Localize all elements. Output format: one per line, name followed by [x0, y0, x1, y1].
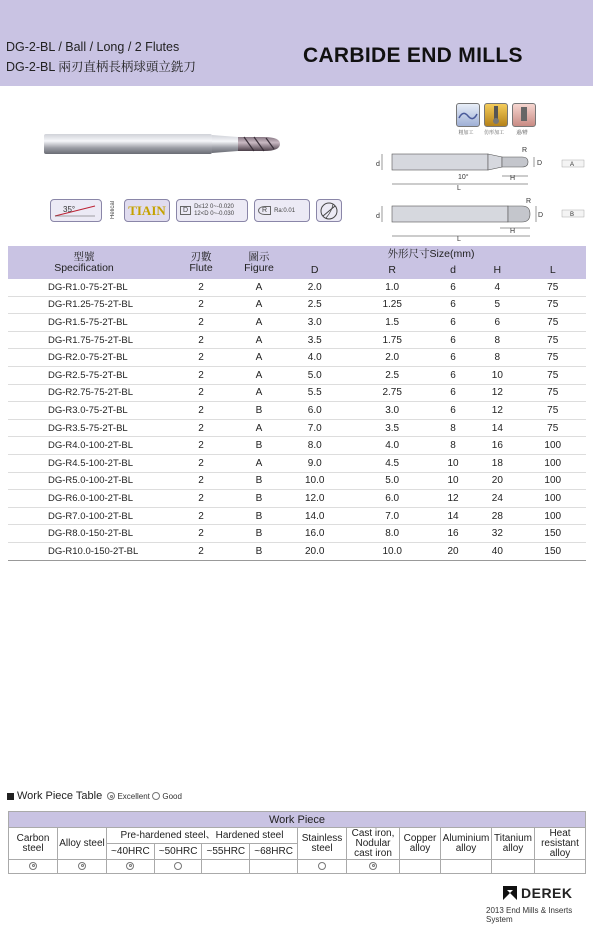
cell-spec: DG-R6.0-100-2T-BL: [8, 490, 160, 508]
hrc-40: ~40HRC: [107, 844, 155, 860]
rating-cell: [154, 860, 202, 874]
cell-flute: 2: [160, 402, 242, 420]
cell-figure: A: [242, 296, 276, 314]
mat-castiron: Cast iron, Nodular cast iron: [347, 828, 400, 860]
cell-D: 16.0: [276, 525, 353, 543]
excellent-icon: [369, 862, 377, 870]
rating-cell: [202, 860, 250, 874]
good-icon: [152, 792, 160, 800]
rating-cell: [492, 860, 535, 874]
mat-heat: Heat resistant alloy: [535, 828, 586, 860]
cell-d: 12: [431, 490, 475, 508]
table-row: [8, 525, 586, 543]
rating-cell: [400, 860, 441, 874]
table-row: [8, 419, 586, 437]
cell-H: 10: [475, 366, 519, 384]
cell-flute: 2: [160, 296, 242, 314]
cell-figure: A: [242, 419, 276, 437]
cell-spec: DG-R4.0-100-2T-BL: [8, 437, 160, 455]
cell-flute: 2: [160, 507, 242, 525]
legend: [107, 792, 182, 801]
table-row: [8, 437, 586, 455]
cell-d: 14: [431, 507, 475, 525]
excellent-icon: [29, 862, 37, 870]
cell-flute: 2: [160, 331, 242, 349]
cell-H: 20: [475, 472, 519, 490]
cell-spec: DG-R10.0-150-2T-BL: [8, 542, 160, 560]
col-spec: [8, 246, 160, 279]
cell-H: 18: [475, 454, 519, 472]
cell-L: 75: [519, 384, 586, 402]
drawing-b: [376, 198, 584, 242]
workpiece-table-title: Work Piece: [9, 812, 586, 828]
dimension-drawings: [372, 142, 587, 242]
mat-copper: Copper alloy: [400, 828, 441, 860]
cell-R: 8.0: [353, 525, 430, 543]
col-spec-en: Specification: [54, 261, 114, 274]
cell-D: 9.0: [276, 454, 353, 472]
header-banner: [0, 0, 593, 86]
mat-titanium: Titanium alloy: [492, 828, 535, 860]
roughing-icon: [456, 103, 480, 127]
bullet-square-icon: [7, 793, 14, 800]
cell-H: 4: [475, 279, 519, 296]
coating-badge: [124, 199, 170, 222]
table-row: [8, 279, 586, 296]
col-size-group: 外形尺寸Size(mm): [276, 246, 586, 262]
cell-d: 6: [431, 366, 475, 384]
cell-figure: A: [242, 314, 276, 332]
cell-spec: DG-R3.0-75-2T-BL: [8, 402, 160, 420]
cell-L: 100: [519, 490, 586, 508]
drawing-b-D-label: D: [538, 212, 544, 219]
cell-D: 4.0: [276, 349, 353, 367]
cell-flute: 2: [160, 366, 242, 384]
cell-D: 5.5: [276, 384, 353, 402]
good-icon: [318, 862, 326, 870]
cell-D: 7.0: [276, 419, 353, 437]
cell-R: 7.0: [353, 507, 430, 525]
cell-R: 4.5: [353, 454, 430, 472]
cell-L: 75: [519, 279, 586, 296]
feature-icon-labels: [452, 129, 536, 136]
cell-d: 20: [431, 542, 475, 560]
cell-d: 6: [431, 314, 475, 332]
ball-nose-profile-badge: [316, 199, 342, 222]
cell-H: 6: [475, 314, 519, 332]
cell-R: 2.75: [353, 384, 430, 402]
cell-figure: B: [242, 402, 276, 420]
rating-cell: [535, 860, 586, 874]
cell-R: 4.0: [353, 437, 430, 455]
tolerance-d-icon: D: [180, 206, 191, 215]
cell-spec: DG-R4.5-100-2T-BL: [8, 454, 160, 472]
rating-cell: [441, 860, 492, 874]
cell-L: 75: [519, 419, 586, 437]
cell-D: 3.0: [276, 314, 353, 332]
drawing-a-R-label: R: [522, 147, 528, 154]
mat-aluminium: Aluminium alloy: [441, 828, 492, 860]
cell-L: 75: [519, 296, 586, 314]
cell-L: 75: [519, 331, 586, 349]
cell-figure: A: [242, 349, 276, 367]
cell-R: 10.0: [353, 542, 430, 560]
derek-logo-icon: [503, 886, 517, 900]
excellent-icon: [126, 862, 134, 870]
col-H: H: [475, 262, 519, 279]
cell-d: 10: [431, 472, 475, 490]
drawing-a-tag: A: [570, 162, 575, 168]
drawing-a-L-label: L: [457, 185, 461, 192]
specification-table: [8, 246, 586, 561]
drawing-b-d-label: d: [376, 213, 380, 220]
cell-d: 10: [431, 454, 475, 472]
table-row: [8, 454, 586, 472]
tolerance-line-1: D≤12 0~-0.020: [194, 203, 234, 210]
coating-text: TIAIN: [128, 202, 166, 218]
helix-label-badge: [108, 199, 118, 222]
cell-spec: DG-R1.5-75-2T-BL: [8, 314, 160, 332]
cell-d: 6: [431, 349, 475, 367]
cell-H: 40: [475, 542, 519, 560]
cell-R: 1.25: [353, 296, 430, 314]
excellent-icon: [78, 862, 86, 870]
cell-flute: 2: [160, 279, 242, 296]
mat-alloy: Alloy steel: [58, 828, 107, 860]
cell-spec: DG-R7.0-100-2T-BL: [8, 507, 160, 525]
cell-d: 8: [431, 437, 475, 455]
table-row: [8, 402, 586, 420]
excellent-icon: [107, 792, 115, 800]
cell-D: 5.0: [276, 366, 353, 384]
drawing-a-angle-label: 10°: [458, 174, 469, 181]
cell-figure: A: [242, 384, 276, 402]
cell-spec: DG-R5.0-100-2T-BL: [8, 472, 160, 490]
cell-D: 3.5: [276, 331, 353, 349]
cell-H: 12: [475, 402, 519, 420]
drawing-a: [376, 147, 584, 192]
drawing-b-R-label: R: [526, 198, 532, 205]
cell-L: 75: [519, 349, 586, 367]
cell-H: 12: [475, 384, 519, 402]
table-row: [8, 472, 586, 490]
cell-R: 2.0: [353, 349, 430, 367]
drawing-a-H-label: H: [510, 175, 516, 182]
catalog-name: 2013 End Mills & Inserts System: [486, 906, 573, 924]
col-figure-zh: 圖示: [248, 250, 270, 263]
cell-R: 3.0: [353, 402, 430, 420]
cell-flute: 2: [160, 472, 242, 490]
spec-icon-strip: [50, 199, 342, 222]
hrc-68: ~68HRC: [250, 844, 298, 860]
cell-spec: DG-R1.25-75-2T-BL: [8, 296, 160, 314]
rating-cell: [58, 860, 107, 874]
cell-figure: A: [242, 331, 276, 349]
cell-H: 5: [475, 296, 519, 314]
drawing-b-H-label: H: [510, 228, 516, 235]
end-mill-image: [40, 124, 310, 164]
cell-d: 16: [431, 525, 475, 543]
cell-flute: 2: [160, 437, 242, 455]
cell-flute: 2: [160, 384, 242, 402]
tolerance-badge: [176, 199, 248, 222]
cell-flute: 2: [160, 349, 242, 367]
workpiece-section-title: [7, 790, 182, 802]
cell-flute: 2: [160, 490, 242, 508]
radius-tol-text: Ra:0.01: [274, 207, 296, 214]
ball-nose-icon: [319, 201, 339, 221]
table-row: [8, 490, 586, 508]
brand-name: DEREK: [521, 885, 573, 901]
cell-D: 20.0: [276, 542, 353, 560]
table-row: [8, 314, 586, 332]
cell-L: 150: [519, 525, 586, 543]
cell-flute: 2: [160, 314, 242, 332]
legend-good: Good: [162, 791, 182, 801]
profiling-icon: [484, 103, 508, 127]
feature-label: 粗加工: [458, 130, 474, 136]
page-title: CARBIDE END MILLS: [303, 44, 523, 67]
cell-figure: B: [242, 437, 276, 455]
drawing-b-L-label: L: [457, 236, 461, 242]
cell-D: 8.0: [276, 437, 353, 455]
drawing-a-d-label: d: [376, 161, 380, 168]
cell-D: 2.0: [276, 279, 353, 296]
cell-flute: 2: [160, 525, 242, 543]
helix-angle-badge: [50, 199, 102, 222]
cell-L: 75: [519, 366, 586, 384]
cell-spec: DG-R8.0-150-2T-BL: [8, 525, 160, 543]
cell-spec: DG-R2.75-75-2T-BL: [8, 384, 160, 402]
cell-figure: B: [242, 525, 276, 543]
col-R: R: [353, 262, 430, 279]
cell-R: 3.5: [353, 419, 430, 437]
col-figure-en: Figure: [244, 261, 274, 274]
cell-D: 12.0: [276, 490, 353, 508]
col-d: d: [431, 262, 475, 279]
cell-figure: A: [242, 454, 276, 472]
cell-R: 5.0: [353, 472, 430, 490]
mat-stainless: Stainless steel: [298, 828, 347, 860]
cell-H: 24: [475, 490, 519, 508]
legend-excellent: Excellent: [117, 791, 150, 801]
cell-spec: DG-R1.0-75-2T-BL: [8, 279, 160, 296]
cell-spec: DG-R3.5-75-2T-BL: [8, 419, 160, 437]
cell-D: 6.0: [276, 402, 353, 420]
table-row: [8, 542, 586, 560]
cell-figure: B: [242, 507, 276, 525]
slotting-icon: [512, 103, 536, 127]
cell-d: 6: [431, 384, 475, 402]
mat-carbon: Carbon steel: [9, 828, 58, 860]
cell-L: 100: [519, 472, 586, 490]
table-row: [8, 507, 586, 525]
table-row: [8, 384, 586, 402]
rating-cell: [107, 860, 155, 874]
cell-H: 8: [475, 331, 519, 349]
cell-flute: 2: [160, 542, 242, 560]
table-row: [8, 366, 586, 384]
col-flute-zh: 刃數: [190, 250, 212, 263]
mat-prehardened: Pre-hardened steel、Hardened steel: [107, 828, 298, 844]
col-figure: [242, 246, 276, 279]
feature-label: 邊/槽: [516, 130, 528, 136]
cell-figure: A: [242, 366, 276, 384]
cell-flute: 2: [160, 419, 242, 437]
product-subtitle-en: DG-2-BL / Ball / Long / 2 Flutes: [6, 40, 180, 54]
cell-D: 2.5: [276, 296, 353, 314]
hrc-55: ~55HRC: [202, 844, 250, 860]
brand-logo-block: [503, 885, 573, 901]
cell-R: 6.0: [353, 490, 430, 508]
cell-spec: DG-R1.75-75-2T-BL: [8, 331, 160, 349]
hrc-50: ~50HRC: [154, 844, 202, 860]
table-row: [8, 349, 586, 367]
cell-R: 1.0: [353, 279, 430, 296]
radius-r-icon: R: [258, 206, 271, 215]
cell-H: 14: [475, 419, 519, 437]
cell-L: 100: [519, 507, 586, 525]
drawing-b-tag: B: [570, 212, 575, 218]
cell-spec: DG-R2.0-75-2T-BL: [8, 349, 160, 367]
rating-cell: [347, 860, 400, 874]
helix-label: Helical: [110, 201, 116, 220]
cell-figure: B: [242, 472, 276, 490]
good-icon: [174, 862, 182, 870]
col-flute-en: Flute: [189, 261, 213, 274]
col-D: D: [276, 262, 353, 279]
rating-cell: [298, 860, 347, 874]
cell-d: 6: [431, 331, 475, 349]
cell-R: 1.5: [353, 314, 430, 332]
helix-angle-text: 35°: [63, 205, 76, 214]
cell-spec: DG-R2.5-75-2T-BL: [8, 366, 160, 384]
cell-d: 6: [431, 296, 475, 314]
table-row: [8, 296, 586, 314]
product-subtitle-zh: DG-2-BL 兩刃直柄長柄球頭立銑刀: [6, 60, 196, 74]
cell-L: 150: [519, 542, 586, 560]
cell-L: 100: [519, 454, 586, 472]
col-flute: [160, 246, 242, 279]
cell-D: 10.0: [276, 472, 353, 490]
radius-tolerance-badge: [254, 199, 310, 222]
cell-d: 6: [431, 402, 475, 420]
cell-figure: B: [242, 542, 276, 560]
rating-cell: [9, 860, 58, 874]
cell-H: 32: [475, 525, 519, 543]
cell-flute: 2: [160, 454, 242, 472]
cell-R: 1.75: [353, 331, 430, 349]
cell-H: 8: [475, 349, 519, 367]
workpiece-table: [8, 811, 586, 874]
rating-cell: [250, 860, 298, 874]
cell-figure: A: [242, 279, 276, 296]
cell-R: 2.5: [353, 366, 430, 384]
col-L: L: [519, 262, 586, 279]
cell-L: 75: [519, 314, 586, 332]
cell-L: 100: [519, 437, 586, 455]
cell-figure: B: [242, 490, 276, 508]
tolerance-line-2: 12<D 0~-0.030: [194, 210, 235, 217]
cell-H: 16: [475, 437, 519, 455]
cell-d: 6: [431, 279, 475, 296]
feature-icons: [456, 103, 536, 127]
cell-H: 28: [475, 507, 519, 525]
cell-d: 8: [431, 419, 475, 437]
table-row: [8, 331, 586, 349]
feature-label: 仿形加工: [483, 130, 504, 136]
workpiece-heading: Work Piece Table: [17, 790, 103, 802]
cell-L: 75: [519, 402, 586, 420]
col-spec-zh: 型號: [73, 250, 95, 263]
drawing-a-D-label: D: [537, 160, 543, 167]
cell-D: 14.0: [276, 507, 353, 525]
